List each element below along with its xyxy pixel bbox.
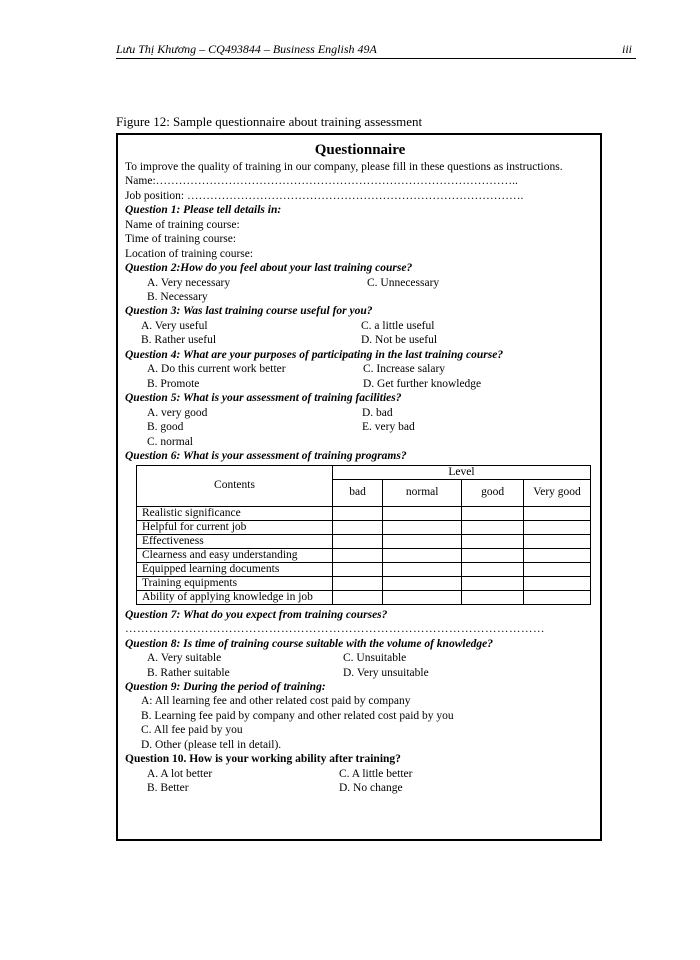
- page-header: [116, 42, 636, 59]
- table-row-label: Helpful for current job: [137, 520, 333, 534]
- q8-options-row: [125, 666, 595, 680]
- q3-options-row: [125, 333, 595, 347]
- rating-cell[interactable]: [333, 534, 383, 548]
- q3-option-d: D. Not be useful: [361, 334, 438, 347]
- rating-cell[interactable]: [524, 506, 591, 520]
- rating-cell[interactable]: [383, 576, 462, 590]
- q10-options-row: [125, 781, 595, 795]
- rating-cell[interactable]: [333, 548, 383, 562]
- rating-cell[interactable]: [462, 590, 524, 604]
- table-row: [137, 576, 591, 590]
- table-row-label: Clearness and easy understanding: [137, 548, 333, 562]
- question-9-title: Question 9: During the period of training:: [125, 680, 326, 693]
- question-6-title: Question 6: What is your assessment of training programs?: [125, 449, 407, 462]
- q5-option-b: B. good: [147, 421, 184, 434]
- rating-cell[interactable]: [333, 520, 383, 534]
- table-row: [137, 534, 591, 548]
- table-row-label: Ability of applying knowledge in job: [137, 590, 333, 604]
- q4-option-a: A. Do this current work better: [147, 363, 286, 376]
- question-2-title: Question 2:How do you feel about your last training course?: [125, 262, 413, 275]
- q3-options-row: [125, 319, 595, 333]
- header-title: Lưu Thị Khương – CQ493844 – Business English 49A: [116, 42, 377, 56]
- table-row: [137, 590, 591, 604]
- q8-option-d: D. Very unsuitable: [343, 666, 429, 679]
- q5-options-row: [125, 420, 595, 434]
- table-row-label: Realistic significance: [137, 506, 333, 520]
- level-bad: bad: [333, 479, 383, 506]
- rating-cell[interactable]: [333, 562, 383, 576]
- rating-cell[interactable]: [383, 506, 462, 520]
- q8-options-row: [125, 651, 595, 665]
- q1-line: Location of training course:: [125, 247, 254, 260]
- job-position-field: Job position: …………………………………………………………………………….: [125, 189, 524, 202]
- table-row-label: Training equipments: [137, 576, 333, 590]
- q5-option-d: D. bad: [362, 406, 393, 419]
- q1-line: Time of training course:: [125, 233, 237, 246]
- rating-cell[interactable]: [462, 534, 524, 548]
- rating-cell[interactable]: [524, 548, 591, 562]
- q3-option-a: A. Very useful: [141, 320, 208, 332]
- rating-cell[interactable]: [462, 520, 524, 534]
- rating-cell[interactable]: [383, 548, 462, 562]
- table-row: [137, 562, 591, 576]
- q10-option-b: B. Better: [147, 782, 189, 795]
- rating-cell[interactable]: [462, 562, 524, 576]
- question-7-title: Question 7: What do you expect from training courses?: [125, 608, 388, 621]
- q9-option: B. Learning fee paid by company and other related cost paid by you: [141, 709, 454, 722]
- q9-option: A: All learning fee and other related cost paid by company: [141, 695, 411, 708]
- q3-option-b: B. Rather useful: [141, 334, 217, 347]
- table-row-label: Effectiveness: [137, 534, 333, 548]
- question-8-title: Question 8: Is time of training course suitable with the volume of knowledge?: [125, 637, 494, 650]
- question-10-title: Question 10. How is your working ability after training?: [125, 753, 401, 766]
- assessment-table: [136, 465, 591, 605]
- q1-line: Name of training course:: [125, 218, 240, 231]
- rating-cell[interactable]: [524, 520, 591, 534]
- rating-cell[interactable]: [462, 506, 524, 520]
- question-4-title: Question 4: What are your purposes of participating in the last training course?: [125, 348, 504, 361]
- question-5-title: Question 5: What is your assessment of training facilities?: [125, 392, 402, 405]
- intro-text: To improve the quality of training in our company, please fill in these questions as instructions.: [125, 161, 563, 173]
- table-header-row: [137, 465, 591, 479]
- q8-option-b: B. Rather suitable: [147, 666, 230, 679]
- q10-options-row: [125, 767, 595, 781]
- q10-option-a: A. A lot better: [147, 767, 213, 780]
- rating-cell[interactable]: [383, 562, 462, 576]
- q8-option-c: C. Unsuitable: [343, 652, 407, 665]
- rating-cell[interactable]: [333, 576, 383, 590]
- level-normal: normal: [383, 479, 462, 506]
- level-header: Level: [333, 465, 591, 479]
- q9-option: D. Other (please tell in detail).: [141, 738, 282, 751]
- q10-option-c: C. A little better: [339, 767, 413, 780]
- q2-option-b: B. Necessary: [147, 291, 208, 304]
- q2-options-row: [125, 276, 595, 290]
- rating-cell[interactable]: [333, 590, 383, 604]
- questionnaire-box: [116, 133, 602, 841]
- q4-options-row: [125, 377, 595, 391]
- rating-cell[interactable]: [524, 576, 591, 590]
- rating-cell[interactable]: [383, 590, 462, 604]
- rating-cell[interactable]: [333, 506, 383, 520]
- rating-cell[interactable]: [462, 548, 524, 562]
- rating-cell[interactable]: [462, 576, 524, 590]
- questionnaire-title: Questionnaire: [314, 142, 406, 158]
- rating-cell[interactable]: [524, 590, 591, 604]
- contents-header: Contents: [137, 465, 333, 506]
- q9-option: C. All fee paid by you: [141, 724, 243, 737]
- q2-options-row: [125, 290, 595, 304]
- question-3-title: Question 3: Was last training course useful for you?: [125, 305, 373, 318]
- table-row-label: Equipped learning documents: [137, 562, 333, 576]
- page-number: iii: [621, 42, 632, 56]
- table-row: [137, 520, 591, 534]
- table-row: [137, 506, 591, 520]
- rating-cell[interactable]: [383, 520, 462, 534]
- q5-option-a: A. very good: [147, 406, 208, 419]
- q8-option-a: A. Very suitable: [147, 652, 222, 665]
- rating-cell[interactable]: [524, 534, 591, 548]
- q3-option-c: C. a little useful: [361, 320, 435, 332]
- q4-option-b: B. Promote: [147, 377, 200, 390]
- q7-answer-line: ……………………………………………………………………………………………: [125, 623, 545, 636]
- rating-cell[interactable]: [383, 534, 462, 548]
- q5-options-row: [125, 406, 595, 420]
- level-good: good: [462, 479, 524, 506]
- figure-caption: Figure 12: Sample questionnaire about training assessment: [116, 114, 423, 129]
- q2-option-c: C. Unnecessary: [367, 276, 440, 289]
- q4-option-c: C. Increase salary: [363, 363, 446, 376]
- name-field: Name:…………………………………………………………………………………..: [125, 175, 518, 188]
- q5-options-row: [125, 435, 595, 449]
- q2-option-a: A. Very necessary: [147, 276, 231, 289]
- q4-option-d: D. Get further knowledge: [363, 377, 482, 390]
- q5-option-e: E. very bad: [362, 421, 415, 434]
- table-row: [137, 548, 591, 562]
- q10-option-d: D. No change: [339, 782, 403, 795]
- rating-cell[interactable]: [524, 562, 591, 576]
- q5-option-c: C. normal: [147, 435, 193, 448]
- q4-options-row: [125, 362, 595, 376]
- level-very-good: Very good: [524, 479, 591, 506]
- question-1-title: Question 1: Please tell details in:: [125, 204, 282, 217]
